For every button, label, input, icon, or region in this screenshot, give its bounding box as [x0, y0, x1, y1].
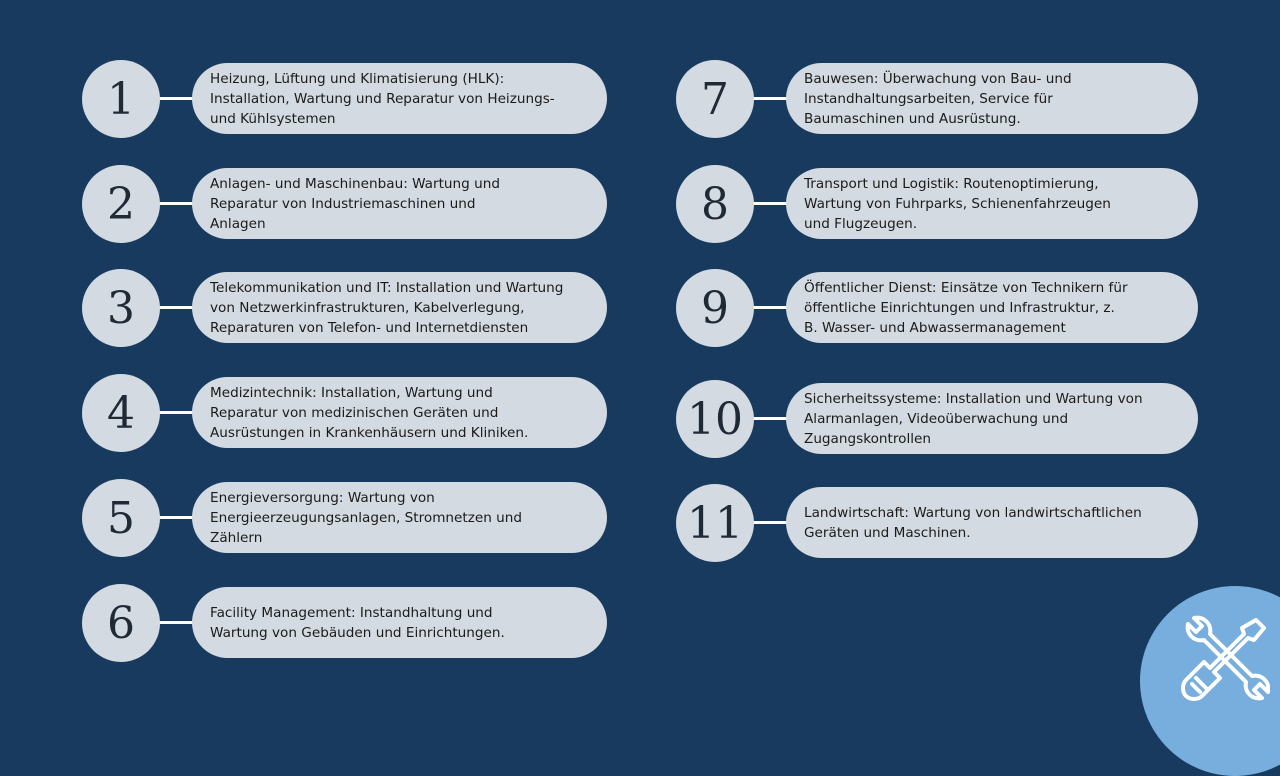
number-badge: 8	[676, 165, 754, 243]
item-text: Telekommunikation und IT: Installation und Wartung von Netzwerkinfrastrukturen, Kabelverlegung, Reparaturen von Telefon- und Internetdiensten	[210, 279, 564, 336]
item-text: Öffentlicher Dienst: Einsätze von Technikern für öffentliche Einrichtungen und Infrastruktur, z. B. Wasser- und Abwassermanagement	[804, 279, 1128, 336]
item-pill	[786, 272, 1198, 343]
number-badge: 4	[82, 374, 160, 452]
list-item	[676, 60, 1201, 136]
list-item	[82, 374, 607, 450]
item-text: Anlagen- und Maschinenbau: Wartung und Reparatur von Industriemaschinen und Anlagen	[210, 175, 500, 232]
item-pill	[192, 482, 607, 553]
list-item	[82, 165, 607, 241]
number-badge: 1	[82, 60, 160, 138]
list-item	[82, 60, 607, 136]
list-item	[676, 484, 1201, 560]
number-badge: 3	[82, 269, 160, 347]
number-badge: 2	[82, 165, 160, 243]
wrench-screwdriver-icon	[1174, 614, 1270, 710]
item-text: Heizung, Lüftung und Klimatisierung (HLK): Installation, Wartung und Reparatur von Heizungs- und Kühlsystemen	[210, 70, 555, 127]
number-badge: 11	[676, 484, 754, 562]
item-pill	[192, 63, 607, 134]
item-pill	[192, 377, 607, 448]
list-item	[676, 165, 1201, 241]
number-badge: 7	[676, 60, 754, 138]
number-badge: 10	[676, 380, 754, 458]
list-item	[676, 269, 1201, 345]
item-pill	[786, 383, 1198, 454]
item-pill	[192, 587, 607, 658]
item-text: Sicherheitssysteme: Installation und Wartung von Alarmanlagen, Videoüberwachung und Zugangskontrollen	[804, 390, 1143, 447]
item-pill	[192, 168, 607, 239]
list-item	[82, 269, 607, 345]
number-badge: 9	[676, 269, 754, 347]
item-pill	[192, 272, 607, 343]
item-text: Medizintechnik: Installation, Wartung und Reparatur von medizinischen Geräten und Ausrüstungen in Krankenhäusern und Kliniken.	[210, 384, 529, 441]
list-item	[82, 479, 607, 555]
list-item	[82, 584, 607, 660]
item-pill	[786, 168, 1198, 239]
number-badge: 6	[82, 584, 160, 662]
item-text: Energieversorgung: Wartung von Energieerzeugungsanlagen, Stromnetzen und Zählern	[210, 489, 523, 546]
list-item	[676, 380, 1201, 456]
number-badge: 5	[82, 479, 160, 557]
item-text: Transport und Logistik: Routenoptimierung, Wartung von Fuhrparks, Schienenfahrzeugen und Flugzeugen.	[804, 175, 1111, 232]
item-text: Bauwesen: Überwachung von Bau- und Instandhaltungsarbeiten, Service für Baumaschinen und Ausrüstung.	[804, 70, 1072, 127]
item-text: Facility Management: Instandhaltung und Wartung von Gebäuden und Einrichtungen.	[210, 604, 505, 641]
item-pill	[786, 487, 1198, 558]
item-text: Landwirtschaft: Wartung von landwirtschaftlichen Geräten und Maschinen.	[804, 504, 1142, 541]
item-pill	[786, 63, 1198, 134]
